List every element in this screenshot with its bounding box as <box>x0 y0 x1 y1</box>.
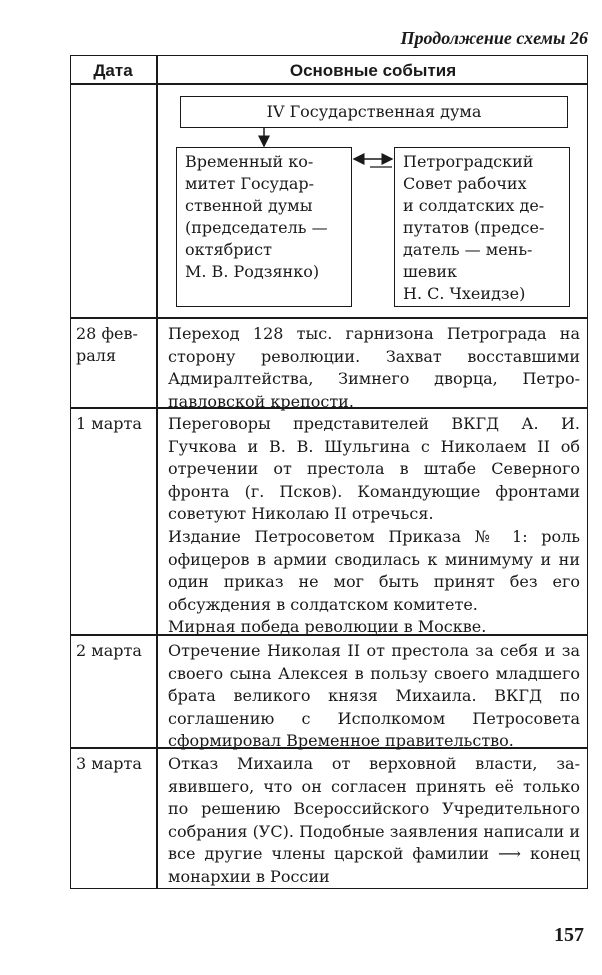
event-paragraph: Переход 128 тыс. гарнизона Петрограда на сторону революции. Захват восставшими Адмиралтейства, Зимнего дворца, Петропавловской крепости. <box>168 324 580 411</box>
row-events <box>168 323 580 413</box>
running-head: Продолжение схемы 26 <box>400 28 588 48</box>
duma-box: IV Государственная дума <box>180 96 568 128</box>
header-events: Основные события <box>289 61 457 80</box>
committee-box: Временный ко- митет Государ- ственной думы (председатель — октябрист М. В. Родзянко) <box>176 147 352 307</box>
header-date: Дата <box>93 61 133 80</box>
event-paragraph: Мирная победа революции в Москве. <box>168 617 487 637</box>
row-events <box>168 413 580 639</box>
soviet-box: Петроградский Совет рабочих и солдатских де- путатов (предсе- датель — мень- шевик Н. С. Чхеидзе) <box>394 147 570 307</box>
page-number: 157 <box>554 924 584 946</box>
event-paragraph: Отказ Михаила от верховной власти, заявившего, что он согласен принять её только по решению Всероссийского Учредительного собрания (УС). Подобные заявления написали и все другие члены царской фамилии ⟶ конец монархии в России <box>168 754 580 886</box>
row-date: 2 марта <box>76 641 142 660</box>
event-paragraph: Переговоры представителей ВКГД А. И. Гучкова и В. В. Шульгина с Николаем II об отречении от престола в штабе Северного фронта (г. Псков). Командующие фронтами советуют Николаю II отречься. <box>168 414 580 524</box>
row-events <box>168 753 580 889</box>
chronology-table <box>70 55 588 889</box>
row-date: 3 марта <box>76 754 142 773</box>
row-date: 1 марта <box>76 414 142 433</box>
event-paragraph: Отречение Николая II от престола за себя и за своего сына Алексея в пользу своего младшего брата великого князя Михаила. ВКГД по соглашению с Исполкомом Петросовета сформировал Временное правительство. <box>168 641 580 751</box>
event-paragraph: Издание Петросоветом Приказа № 1: роль офицеров в армии сводилась к минимуму и ни один приказ не мог быть принят без его обсуждения в солдатском комитете. <box>168 526 580 614</box>
row-date: 28 фев- раля <box>76 324 138 365</box>
row-events <box>168 640 580 753</box>
